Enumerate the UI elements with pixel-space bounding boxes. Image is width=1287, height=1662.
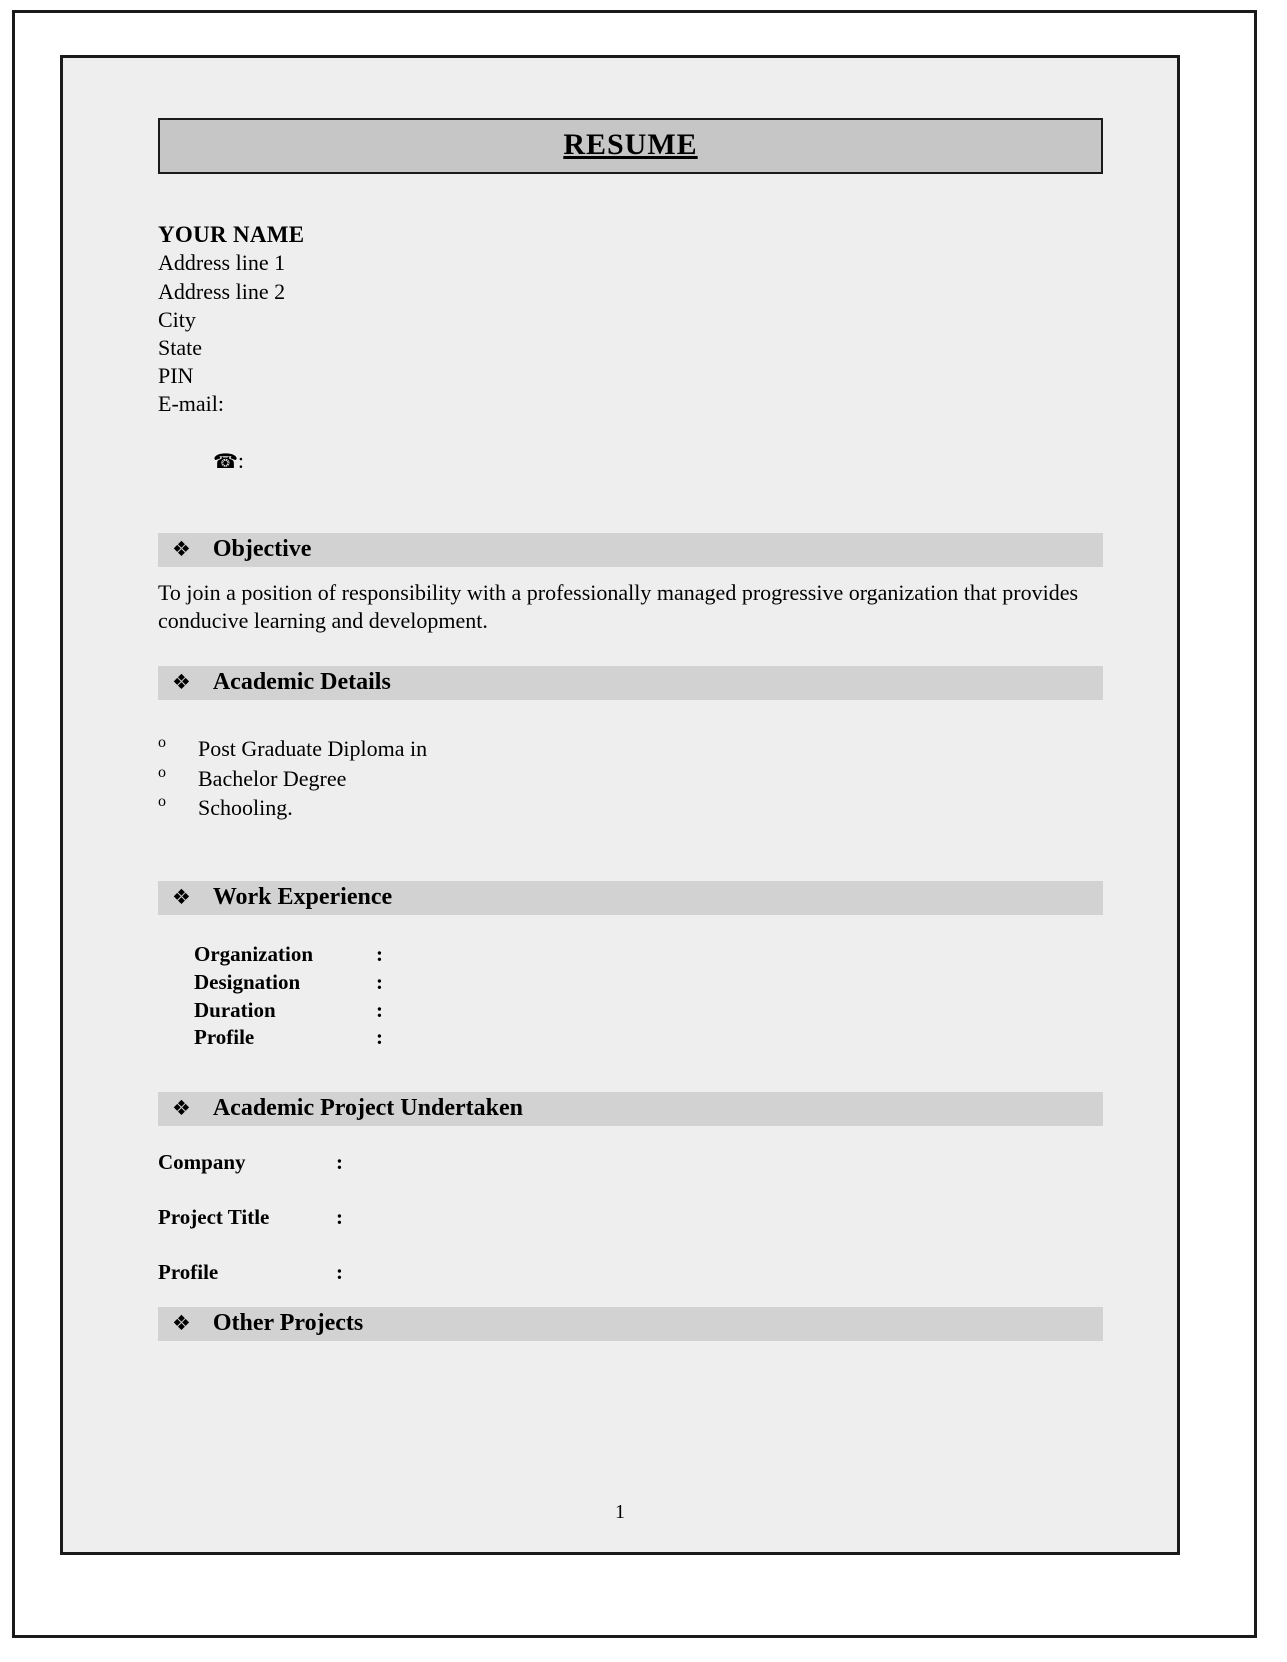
section-title-work-experience: Work Experience [212, 884, 393, 911]
list-item [158, 793, 1103, 823]
field-label-duration: Duration [194, 997, 276, 1022]
candidate-name: YOUR NAME [158, 222, 305, 247]
diamond-bullet-icon: ❖ [172, 670, 191, 695]
field-separator: : [376, 969, 383, 994]
field-separator: : [336, 1149, 343, 1174]
email-line: E-mail: [158, 391, 224, 417]
page-number: 1 [615, 1501, 625, 1523]
list-item-label: Schooling. [198, 795, 293, 821]
field-label-project-profile: Profile [158, 1259, 219, 1284]
section-header-work-experience [158, 881, 1103, 915]
page-outer-border [12, 10, 1257, 1638]
field-separator: : [376, 1025, 383, 1050]
field-separator: : [336, 1204, 343, 1229]
field-row-duration [194, 997, 1103, 1025]
section-title-academic-project: Academic Project Undertaken [212, 1094, 523, 1121]
section-header-other-projects [158, 1307, 1103, 1341]
field-separator: : [336, 1259, 343, 1284]
field-label-profile: Profile [194, 1025, 255, 1050]
address-line-1: Address line 1 [158, 250, 286, 276]
field-row-project-title [158, 1205, 1103, 1230]
section-title-objective: Objective [212, 535, 312, 562]
phone-line [158, 418, 1103, 502]
diamond-bullet-icon: ❖ [172, 1310, 191, 1335]
academic-project-fields [158, 1150, 1103, 1285]
diamond-bullet-icon: ❖ [172, 885, 191, 910]
field-label-project-title: Project Title [158, 1204, 270, 1229]
degree-marker-icon: o [158, 793, 166, 811]
work-experience-fields [194, 941, 1103, 1052]
section-header-academic-project [158, 1092, 1103, 1126]
page-title: RESUME [563, 128, 698, 161]
list-item-label: Post Graduate Diploma in [198, 736, 428, 762]
field-row-company [158, 1150, 1103, 1175]
phone-value: : [237, 447, 245, 473]
contact-block [158, 220, 1103, 503]
list-item-label: Bachelor Degree [198, 765, 347, 791]
section-header-objective [158, 533, 1103, 567]
field-separator: : [376, 942, 383, 967]
list-item [158, 764, 1103, 794]
section-title-other-projects: Other Projects [212, 1309, 364, 1336]
field-label-company: Company [158, 1149, 246, 1174]
field-row-project-profile [158, 1260, 1103, 1285]
degree-marker-icon: o [158, 763, 166, 781]
objective-text: To join a position of responsibility with a professionally managed progressive organization that provides conducive learning and development. [158, 579, 1079, 634]
list-item [158, 734, 1103, 764]
field-label-organization: Organization [194, 942, 313, 967]
document-content [158, 118, 1103, 1341]
state-line: State [158, 334, 202, 360]
section-title-academic-details: Academic Details [212, 669, 391, 696]
field-row-profile [194, 1024, 1103, 1052]
document-title-bar [158, 118, 1103, 174]
address-line-2: Address line 2 [158, 278, 286, 304]
diamond-bullet-icon: ❖ [172, 1095, 191, 1120]
telephone-icon: ☎ [213, 448, 238, 473]
document-sheet [60, 55, 1180, 1555]
field-row-designation [194, 969, 1103, 997]
degree-marker-icon: o [158, 734, 166, 752]
pin-line: PIN [158, 363, 194, 389]
academic-details-list [158, 734, 1103, 823]
field-row-organization [194, 941, 1103, 969]
city-line: City [158, 306, 196, 332]
field-separator: : [376, 997, 383, 1022]
diamond-bullet-icon: ❖ [172, 536, 191, 561]
section-header-academic-details [158, 666, 1103, 700]
field-label-designation: Designation [194, 969, 301, 994]
